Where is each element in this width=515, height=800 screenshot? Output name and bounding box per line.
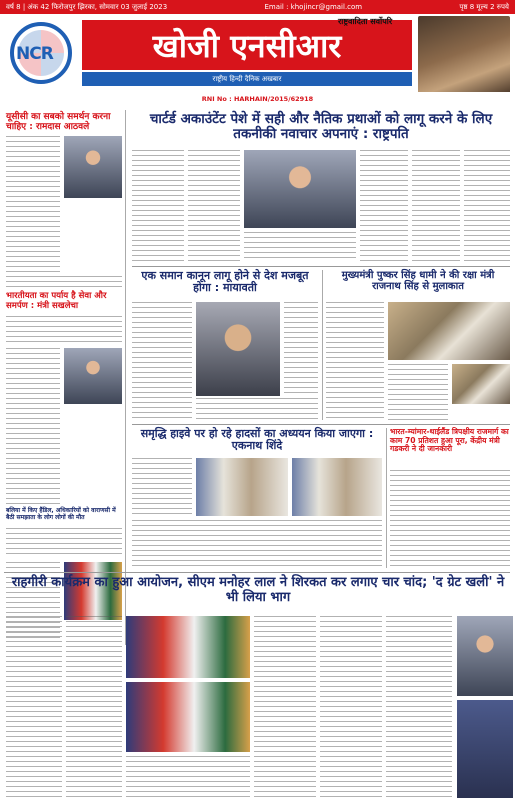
tagline: राष्ट्रवादिता सर्वोपरि (338, 17, 393, 26)
bottom-caption (126, 756, 250, 798)
bottom-text-col3 (254, 616, 316, 798)
road-headline: भारत-म्यांमार-थाईलैंड त्रिपक्षीय राजमार्ग का काम 70 प्रतिशत हुआ पूरा, केंद्रीय मंत्री गडकरी ने दी जानकारी (390, 427, 509, 453)
dhami-text-col2 (388, 364, 448, 420)
highway-headline: समृद्धि हाइवे पर हो रहे हादसों का अध्ययन किया जाएगा : एकनाथ शिंदे (140, 427, 374, 453)
subtitle: राष्ट्रीय हिन्दी दैनिक अखबार (82, 72, 412, 86)
page-price-info: पृष्ठ 8 मूल्य 2 रुपये (459, 2, 509, 11)
story-sakhlecha-title: भारतीयता का पर्याय है सेवा और समर्पण : मंत्री सखलेचा (6, 291, 107, 311)
divider (4, 572, 510, 573)
divider (132, 424, 510, 425)
story2-text (6, 316, 122, 346)
masthead-portrait-image (418, 16, 510, 98)
bottom-text-col2 (66, 616, 122, 798)
mayawati-text-col3 (284, 302, 318, 396)
story1-text-cont (6, 276, 122, 288)
lead-text-col2 (188, 150, 240, 262)
bottom-text-col4 (320, 616, 382, 798)
newspaper-name: खोजी एनसीआर (82, 20, 412, 70)
rahgiri-photo (126, 616, 250, 678)
mayawati-photo (196, 302, 280, 396)
lead-headline: चार्टर्ड अकाउंटेंट पेशे में सही और नैतिक प्रथाओं को लागू करने के लिए तकनीकी नवाचार अपनाएं : राष्ट्रपति (149, 111, 493, 143)
edition-info: वर्ष 8 | अंक 42 फिरोजपुर झिरका, सोमवार 03 जुलाई 2023 (6, 2, 168, 11)
shinde-photo-2 (292, 458, 382, 516)
lead-text-col5 (464, 150, 510, 262)
story3-text (6, 528, 122, 558)
dhami-rajnath-photo (388, 302, 510, 360)
story-ucc-athawale-title: यूसीसी का सबको समर्थन करना चाहिए : रामदास आठवले (6, 112, 111, 133)
mayawati-headline: एक समान कानून लागू होने से देश मजबूत होगा : मायावती (141, 269, 309, 295)
shinde-photo (196, 458, 288, 516)
athawale-photo (64, 136, 122, 198)
rni-number: RNI No : HARHAIN/2015/62918 (0, 92, 515, 106)
highway-text-col1 (132, 458, 192, 518)
story2-text-cont (6, 348, 60, 506)
masthead (0, 14, 515, 106)
lead-text-col3 (360, 150, 408, 262)
left-column (4, 110, 126, 645)
right-ad-box (457, 700, 513, 798)
dhami-headline: मुख्यमंत्री पुष्कर सिंह धामी ने की रक्षा मंत्री राजनाथ सिंह से मुलाकात (341, 270, 495, 293)
highway-text (132, 520, 382, 568)
bottom-text-col1 (6, 616, 62, 798)
divider (132, 266, 510, 267)
dhami-text-col1 (326, 302, 384, 420)
mayawati-text-col2 (196, 398, 318, 420)
bottom-headline: राहगीरी कार्यक्रम का हुआ आयोजन, सीएम मनोहर लाल ने शिरकत कर लगाए चार चांद; 'द ग्रेट खली' ने भी लिया भाग (11, 575, 505, 605)
mayawati-text-col1 (132, 302, 192, 420)
rahgiri-photo-2 (126, 682, 250, 752)
right-ad-photo (457, 616, 513, 696)
logo-text: NCR (16, 44, 53, 64)
bottom-text-col5 (386, 616, 452, 798)
top-info-bar (0, 0, 515, 14)
lead-text-col4 (412, 150, 460, 262)
divider (386, 428, 387, 568)
road-text (390, 470, 510, 568)
email-info[interactable]: Email : khojincr@gmail.com (264, 3, 363, 11)
president-photo (244, 150, 356, 228)
dhami-small-photo (452, 364, 510, 404)
story1-text (6, 136, 60, 274)
story-ballia-title: बलिया में किए हैंडिल, अधिकारियों को वाराणसी में बैठी समझाता के लोग लोगों की मौत (6, 507, 116, 521)
sakhlecha-photo (64, 348, 122, 404)
divider (322, 270, 323, 420)
lead-caption (244, 232, 356, 262)
lead-text-col1 (132, 150, 184, 262)
